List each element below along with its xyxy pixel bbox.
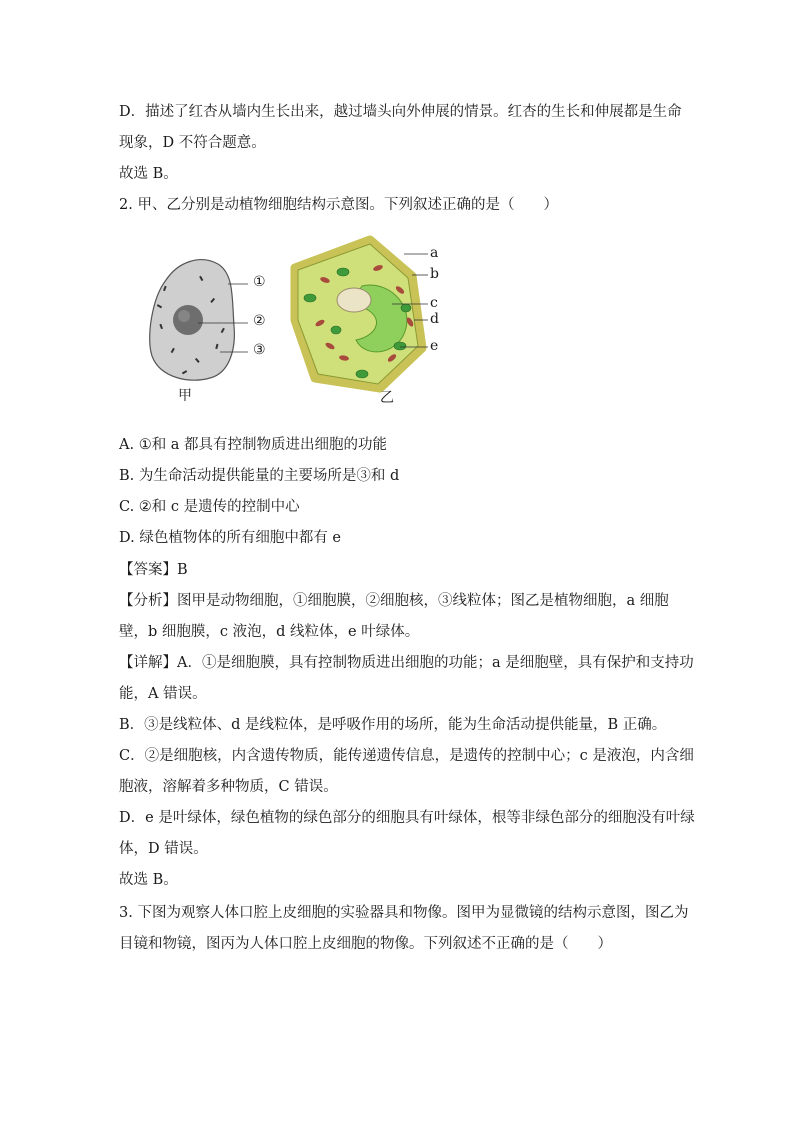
mark-2: ② [253, 313, 266, 329]
option-d: D. 绿色植物体的所有细胞中都有 e [119, 530, 342, 546]
detail-line5: 胞液，溶解着多种物质，C 错误。 [119, 779, 338, 795]
prev-option-d-line1: D．描述了红杏从墙内生长出来，越过墙头向外伸展的情景。红杏的生长和伸展都是生命 [119, 104, 682, 120]
question-2-stem: 2. 甲、乙分别是动植物细胞结构示意图。下列叙述正确的是（ ） [119, 197, 558, 213]
animal-cell [150, 260, 248, 381]
prev-conclusion: 故选 B。 [119, 166, 178, 182]
detail-line3: B．③是线粒体、d 是线粒体，是呼吸作用的场所，能为生命活动提供能量，B 正确。 [119, 717, 667, 733]
question-3-stem-line2: 目镜和物镜，图丙为人体口腔上皮细胞的物像。下列叙述不正确的是（ ） [119, 936, 612, 952]
detail-line1: 【详解】A．①是细胞膜，具有控制物质进出细胞的功能；a 是细胞壁，具有保护和支持功 [119, 655, 694, 671]
cell-structure-figure [130, 228, 490, 408]
question-3-stem-line1: 3. 下图为观察人体口腔上皮细胞的实验器具和物像。图甲为显微镜的结构示意图，图乙为 [119, 905, 689, 921]
detail-line6: D．e 是叶绿体，绿色植物的绿色部分的细胞具有叶绿体，根等非绿色部分的细胞没有叶绿 [119, 810, 695, 826]
analysis-line1: 【分析】图甲是动物细胞，①细胞膜，②细胞核，③线粒体；图乙是植物细胞，a 细胞 [119, 593, 669, 609]
option-c: C. ②和 c 是遗传的控制中心 [119, 499, 300, 515]
mark-3: ③ [253, 342, 266, 358]
mark-b: b [430, 266, 439, 282]
prev-option-d-line2: 现象，D 不符合题意。 [119, 135, 266, 151]
mark-a: a [430, 245, 439, 261]
plant-cell-label: 乙 [380, 390, 394, 406]
answer: 【答案】B [119, 562, 188, 578]
mark-e: e [430, 338, 439, 354]
option-b: B. 为生命活动提供能量的主要场所是③和 d [119, 468, 400, 484]
plant-cell [295, 240, 428, 388]
detail-line4: C．②是细胞核，内含遗传物质，能传递遗传信息，是遗传的控制中心；c 是液泡，内含细 [119, 748, 694, 764]
detail-line2: 能，A 错误。 [119, 686, 207, 702]
analysis-line2: 壁，b 细胞膜，c 液泡，d 线粒体，e 叶绿体。 [119, 624, 420, 640]
detail-line7: 体，D 错误。 [119, 841, 208, 857]
animal-cell-label: 甲 [178, 388, 192, 404]
mark-1: ① [253, 274, 266, 290]
question-2-conclusion: 故选 B。 [119, 872, 178, 888]
mark-c: c [430, 295, 438, 311]
option-a: A. ①和 a 都具有控制物质进出细胞的功能 [119, 437, 388, 453]
mark-d: d [430, 311, 439, 327]
